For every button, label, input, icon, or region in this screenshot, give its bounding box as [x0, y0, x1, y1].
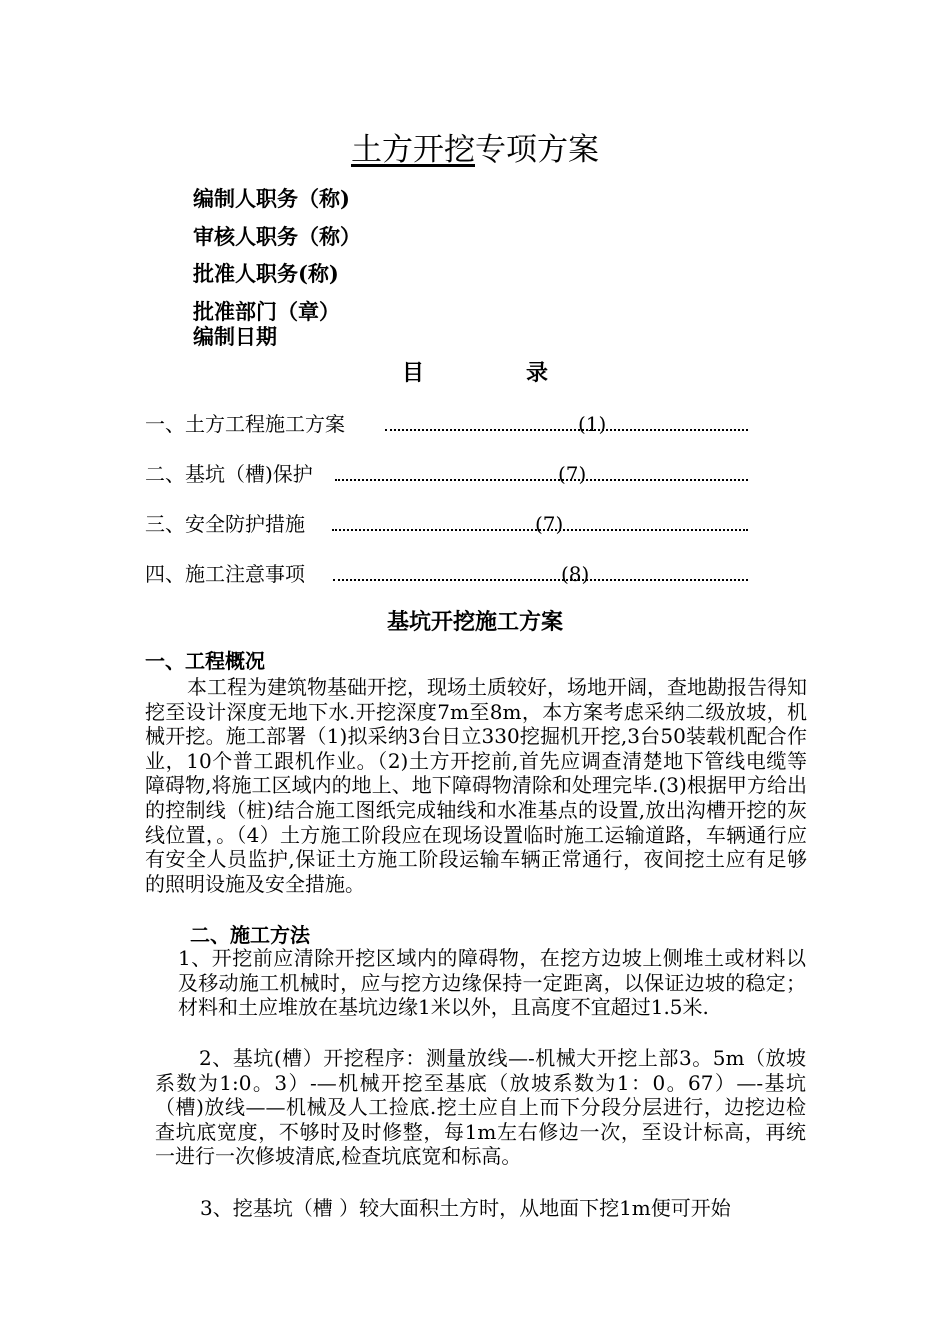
document-title-underlined: 土方开挖 — [351, 132, 475, 168]
paragraph-method-2: 2、基坑(槽）开挖程序：测量放线—-机械大开挖上部3。5m（放坡系数为1:0。3）-—机械开挖至基底（放坡系数为1：0。67）—-基坑（槽)放线——机械及人工捡底.挖土应自上而下分段分层进行，边挖边检查坑底宽度，不够时及时修整，每1m左右修边一次，至设计标高，再统一进行一次修坡清底,检查坑底宽和标高。 — [155, 1046, 806, 1169]
meta-reviewer: 审核人职务（称） — [193, 224, 361, 249]
toc-item-label: 四、施工注意事项 — [145, 558, 307, 590]
heading-overview: 一、工程概况 — [145, 649, 265, 673]
meta-compiler: 编制人职务（称) — [193, 186, 350, 211]
toc-leader — [335, 479, 748, 481]
toc-item[interactable] — [145, 558, 748, 590]
document-title — [0, 128, 950, 172]
section-title: 基坑开挖施工方案 — [386, 609, 563, 635]
meta-department: 批准部门（章） — [193, 299, 340, 324]
toc-item-page: (1) — [578, 412, 607, 436]
toc-item-page: (7) — [535, 512, 564, 536]
toc-item-label: 一、土方工程施工方案 — [145, 408, 347, 440]
document-title-rest: 专项方案 — [475, 132, 599, 168]
toc-item-page: (7) — [558, 462, 587, 486]
toc-item-page: (8) — [561, 562, 590, 586]
toc-item[interactable] — [145, 408, 748, 440]
toc-leader — [385, 429, 748, 431]
toc-item[interactable] — [145, 458, 748, 490]
toc-item[interactable] — [145, 508, 748, 540]
paragraph-method-1: 1、开挖前应清除开挖区域内的障碍物，在挖方边坡上侧堆土或材料以及移动施工机械时，应与挖方边缘保持一定距离，以保证边坡的稳定；材料和土应堆放在基坑边缘1米以外，且高度不宜超过1.5米. — [178, 946, 806, 1020]
toc-item-label: 二、基坑（槽)保护 — [145, 458, 315, 490]
meta-date: 编制日期 — [193, 324, 277, 349]
paragraph-method-3: 3、挖基坑（槽 ）较大面积土方时，从地面下挖1m便可开始 — [200, 1196, 731, 1220]
meta-approver: 批准人职务(称) — [193, 261, 339, 286]
toc-item-label: 三、安全防护措施 — [145, 508, 307, 540]
paragraph-overview: 本工程为建筑物基础开挖，现场土质较好，场地开阔，查地勘报告得知挖至设计深度无地下水.开挖深度7m至8m，本方案考虑采纳二级放坡，机械开挖。施工部署（1)拟采纳3台日立330挖掘机开挖,3台50装载机配合作业，10个普工跟机作业。（2)土方开挖前,首先应调查清楚地下管线电缆等障碍物,将施工区域内的地上、地下障碍物清除和处理完毕.(3)根据甲方给出的控制线（桩)结合施工图纸完成轴线和水准基点的设置,放出沟槽开挖的灰线位置，。（4）土方施工阶段应在现场设置临时施工运输道路，车辆通行应有安全人员监护,保证土方施工阶段运输车辆正常通行，夜间挖土应有足够的照明设施及安全措施。 — [145, 675, 807, 896]
heading-method: 二、施工方法 — [190, 923, 310, 947]
toc-heading-char-2: 录 — [526, 360, 549, 386]
toc-heading-char-1: 目 — [402, 360, 425, 386]
toc-leader — [333, 579, 748, 581]
